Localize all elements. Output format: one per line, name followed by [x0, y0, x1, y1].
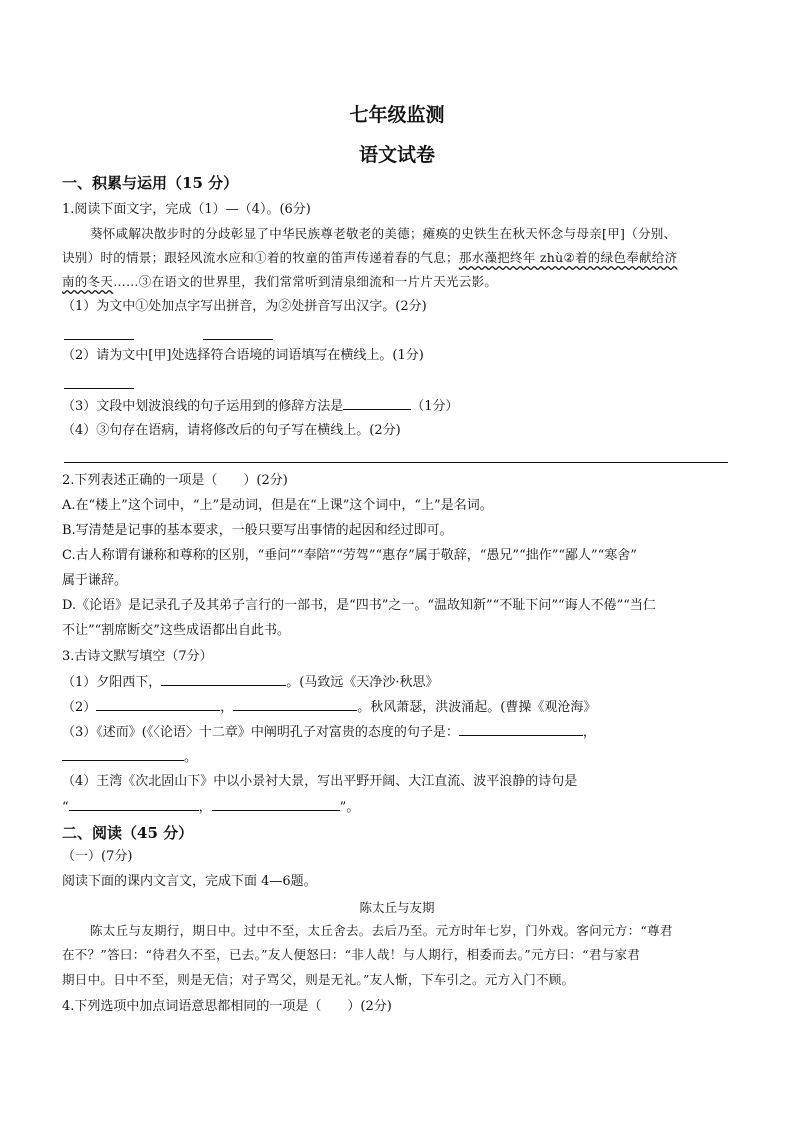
q3-item-4-line-2: “ ， ”。 [62, 800, 360, 815]
q3-item-1: （1）夕阳西下， 。(马致远《天净沙·秋思》 [62, 675, 439, 690]
answer-blank-1-2[interactable] [203, 339, 273, 340]
wavy-underlined-sentence: 那水藻把终年 zhù②着的绿色奉献给济 [458, 250, 678, 265]
passage-line-3: 期日中。日中不至，则是无信；对子骂父，则是无礼。”友人惭，下车引之。元方入门不顾。 [62, 972, 575, 987]
q1-stem: 1.阅读下面文字，完成（1）—（4）。(6分) [62, 202, 311, 217]
q1-passage-line-1: 葵怀咸解决散步时的分歧彰显了中华民族尊老敬老的美德；瘫痪的史铁生在秋天怀念与母亲[甲]（分别、 [90, 226, 677, 241]
q1-sub4: （4）③句存在语病，请将修改后的句子写在横线上。(2分) [62, 423, 401, 438]
wavy-underlined-sentence-end: 南的冬天 [62, 274, 114, 289]
q2-option-a: A.在“楼上”这个词中，“上”是动词，但是在“上课”这个词中，“上”是名词。 [62, 498, 493, 513]
answer-blank-3-3a[interactable] [459, 723, 583, 736]
q4-stem: 4.下列选项中加点词语意思都相同的一项是（ ）(2分) [62, 999, 392, 1014]
q2-option-c-line-2: 属于谦辞。 [62, 573, 128, 588]
passage-line-1: 陈太丘与友期行，期日中。过中不至，太丘舍去。去后乃至。元方时年七岁，门外戏。客问元方：“尊君 [90, 923, 673, 938]
exam-subtitle: 语文试卷 [358, 144, 435, 166]
q2-option-b: B.写清楚是记事的基本要求，一般只要写出事情的起因和经过即可。 [62, 523, 453, 538]
answer-blank-3-1[interactable] [161, 673, 286, 686]
section-1-heading: 一、积累与运用（15 分） [62, 174, 239, 192]
answer-line-q1-4[interactable] [64, 462, 728, 463]
answer-blank-3-2b[interactable] [233, 698, 357, 711]
pinyin-dot-char: ① [254, 250, 267, 265]
q2-option-c-line-1: C.古人称谓有谦称和尊称的区别，“垂问”“奉陪”“劳驾”“惠存”属于敬辞，“愚兄”“拙作”“鄙人”“寒舍” [62, 548, 637, 563]
exam-title: 七年级监测 [349, 104, 445, 126]
q1-passage-line-2: 诀别）时的情景；跟轻风流水应和①着的牧童的笛声传递着春的气息；那水藻把终年 zhù②着的绿色奉献给济 [62, 250, 678, 265]
q3-stem: 3.古诗文默写填空（7分） [62, 649, 213, 664]
q3-item-3-line-1: （3）《述而》(《〈论语〉十二章》中阐明孔子对富贵的态度的句子是： ， [62, 725, 596, 740]
q1-sub1: （1）为文中①处加点字写出拼音，为②处拼音写出汉字。(2分) [62, 299, 427, 314]
answer-blank-rhetoric[interactable] [343, 397, 411, 410]
passage-line-2: 在不？”答曰：“待君久不至，已去。”友人便怒曰：“非人哉！与人期行，相委而去。”元方曰：“君与家君 [62, 947, 641, 962]
answer-blank-3-2a[interactable] [96, 698, 220, 711]
q1-sub3: （3）文段中划波浪线的句子运用到的修辞方法是 （1分） [62, 399, 459, 414]
section-2-heading: 二、阅读（45 分） [62, 824, 194, 842]
part-1-label: （一）(7分) [62, 849, 133, 864]
q2-stem: 2.下列表述正确的一项是（ ）(2分) [62, 473, 288, 488]
answer-blank-3-4a[interactable] [69, 798, 199, 811]
answer-blank-1-3[interactable] [64, 388, 134, 389]
answer-blank-3-4b[interactable] [212, 798, 340, 811]
q3-item-4-line-1: （4）王湾《次北固山下》中以小景衬大景，写出平野开阔、大江直流、波平浪静的诗句是 [62, 774, 578, 789]
q3-item-3-line-2: 。 [62, 748, 197, 767]
answer-blank-1-1[interactable] [64, 339, 134, 340]
answer-blank-3-3b[interactable] [62, 748, 184, 761]
q2-option-d-line-2: 不让”“割席断交”这些成语都出自此书。 [62, 623, 290, 638]
q3-item-2: （2） ， 。秋风萧瑟，洪波涌起。(曹操《观沧海》 [62, 700, 597, 715]
passage-title: 陈太丘与友期 [359, 900, 435, 915]
q1-passage-line-3: 南的冬天……③在语文的世界里，我们常常听到清泉细流和一片片天光云影。 [62, 274, 498, 289]
reading-intro: 阅读下面的课内文言文，完成下面 4—6题。 [62, 874, 317, 889]
q1-sub2: （2）请为文中[甲]处选择符合语境的词语填写在横线上。(1分) [62, 348, 424, 363]
q2-option-d-line-1: D.《论语》是记录孔子及其弟子言行的一部书，是“四书”之一。“温故知新”“不耻下问”“诲人不倦”“当仁 [62, 598, 656, 613]
